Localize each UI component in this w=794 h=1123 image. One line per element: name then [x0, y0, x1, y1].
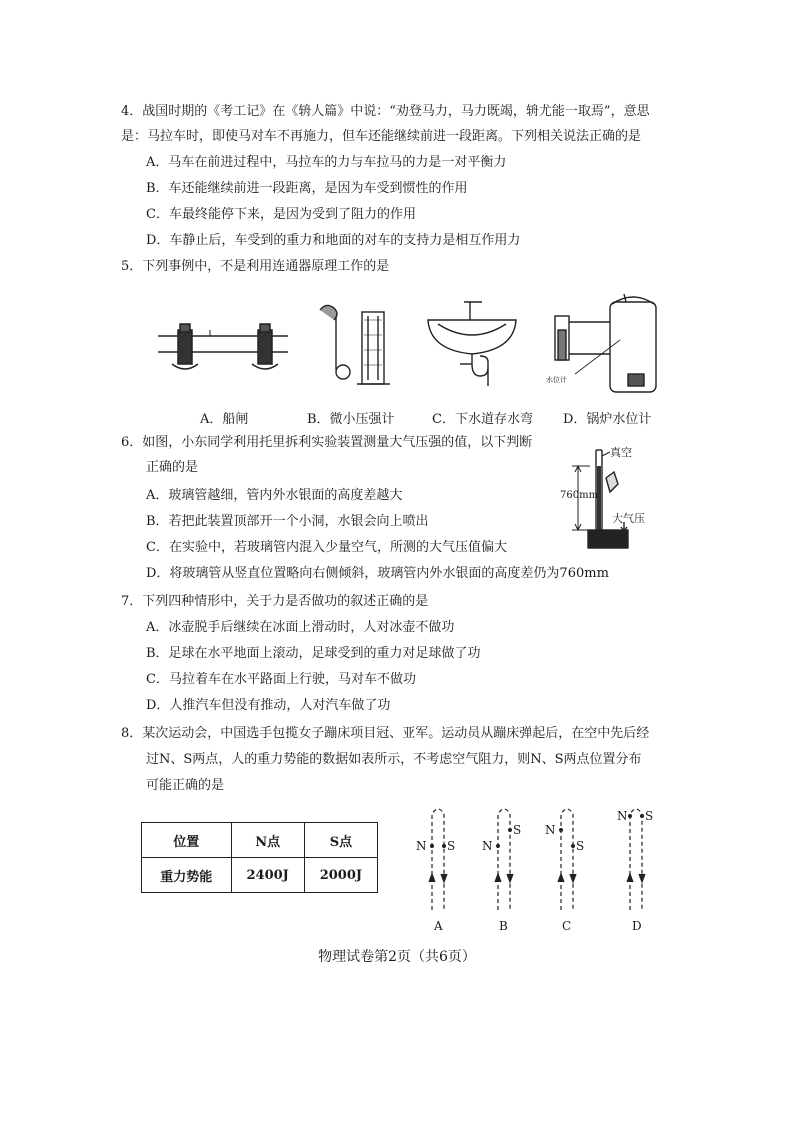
vacuum-label: 真空: [610, 446, 632, 459]
q4-option-b: B．车还能继续前进一段距离，是因为车受到惯性的作用: [146, 181, 468, 196]
trajectory-diagrams: [405, 800, 675, 940]
table-cell: 2400J: [231, 858, 304, 893]
ship-lock-figure: [158, 324, 288, 369]
option-label-d: D: [632, 919, 642, 933]
potential-energy-table: [141, 822, 378, 893]
label-s-a: S: [447, 839, 456, 853]
table-header-row: [142, 823, 378, 858]
q5-caption-a: A．船闸: [200, 412, 249, 427]
sink-trap-figure: [428, 302, 516, 386]
q7-option-b: B．足球在水平地面上滚动，足球受到的重力对足球做了功: [146, 646, 481, 661]
boiler-figure: [555, 294, 656, 392]
q8-stem-line3: 可能正确的是: [146, 778, 225, 793]
q4-option-d: D．车静止后，车受到的重力和地面的对车的支持力是相互作用力: [146, 233, 521, 248]
torricelli-figure: [560, 442, 660, 562]
table-cell: S点: [304, 823, 377, 858]
q4-option-a: A．马车在前进过程中，马拉车的力与车拉马的力是一对平衡力: [146, 155, 507, 170]
table-row: [142, 858, 378, 893]
table-cell: N点: [231, 823, 304, 858]
pressure-gauge-figure: [320, 305, 390, 384]
q5-caption-d: D．锅炉水位计: [563, 412, 652, 427]
label-s-d: S: [645, 809, 654, 823]
option-label-b: B: [499, 919, 508, 933]
q7-option-d: D．人推汽车但没有推动，人对汽车做了功: [146, 698, 391, 713]
option-label-a: A: [434, 919, 443, 933]
q7-stem: 7．下列四种情形中，关于力是否做功的叙述正确的是: [121, 594, 429, 609]
q7-option-a: A．冰壶脱手后继续在冰面上滑动时，人对冰壶不做功: [146, 620, 455, 635]
q6-option-d: D．将玻璃管从竖直位置略向右侧倾斜，玻璃管内外水银面的高度差仍为760mm: [146, 566, 609, 581]
label-n-a: N: [416, 839, 427, 853]
q5-caption-c: C．下水道存水弯: [432, 412, 533, 427]
label-s-b: S: [513, 823, 522, 837]
option-label-c: C: [562, 919, 572, 933]
table-cell: 重力势能: [142, 858, 232, 893]
q4-stem-line2: 是：马拉车时，即使马对车不再施力，但车还能继续前进一段距离。下列相关说法正确的是: [121, 129, 642, 144]
boiler-gauge-label: 水位计: [546, 376, 567, 384]
q8-stem-line1: 8．某次运动会，中国选手包揽女子蹦床项目冠、亚军。运动员从蹦床弹起后，在空中先后经: [121, 726, 650, 741]
table-cell: 位置: [142, 823, 232, 858]
q4-stem-line1: 4．战国时期的《考工记》在《辀人篇》中说：“劝登马力，马力既竭，辀尤能一取焉”，意思: [121, 104, 650, 119]
table-cell: 2000J: [304, 858, 377, 893]
q5-stem: 5．下列事例中，不是利用连通器原理工作的是: [121, 259, 390, 274]
q5-caption-b: B．微小压强计: [307, 412, 395, 427]
q6-option-b: B．若把此装置顶部开一个小洞，水银会向上喷出: [146, 514, 429, 529]
q6-option-c: C．在实验中，若玻璃管内混入少量空气，所测的大气压值偏大: [146, 540, 507, 555]
label-n-c: N: [545, 823, 556, 837]
q6-stem-line1: 6．如图，小东同学利用托里拆利实验装置测量大气压强的值，以下判断: [121, 435, 533, 450]
q6-option-a: A．玻璃管越细，管内外水银面的高度差越大: [146, 488, 403, 503]
q5-figures: [150, 290, 670, 400]
label-n-d: N: [617, 809, 628, 823]
label-s-c: S: [576, 839, 585, 853]
page-footer: 物理试卷第2页（共6页）: [318, 949, 476, 965]
height-760mm-label: 760mm: [560, 490, 599, 501]
q7-option-c: C．马拉着车在水平路面上行驶，马对车不做功: [146, 672, 416, 687]
label-n-b: N: [482, 839, 493, 853]
atmospheric-pressure-label: 大气压: [612, 512, 645, 525]
q8-stem-line2: 过N、S两点，人的重力势能的数据如表所示，不考虑空气阻力，则N、S两点位置分布: [146, 752, 642, 767]
q6-stem-line2: 正确的是: [146, 460, 199, 475]
q4-option-c: C．车最终能停下来，是因为受到了阻力的作用: [146, 207, 416, 222]
